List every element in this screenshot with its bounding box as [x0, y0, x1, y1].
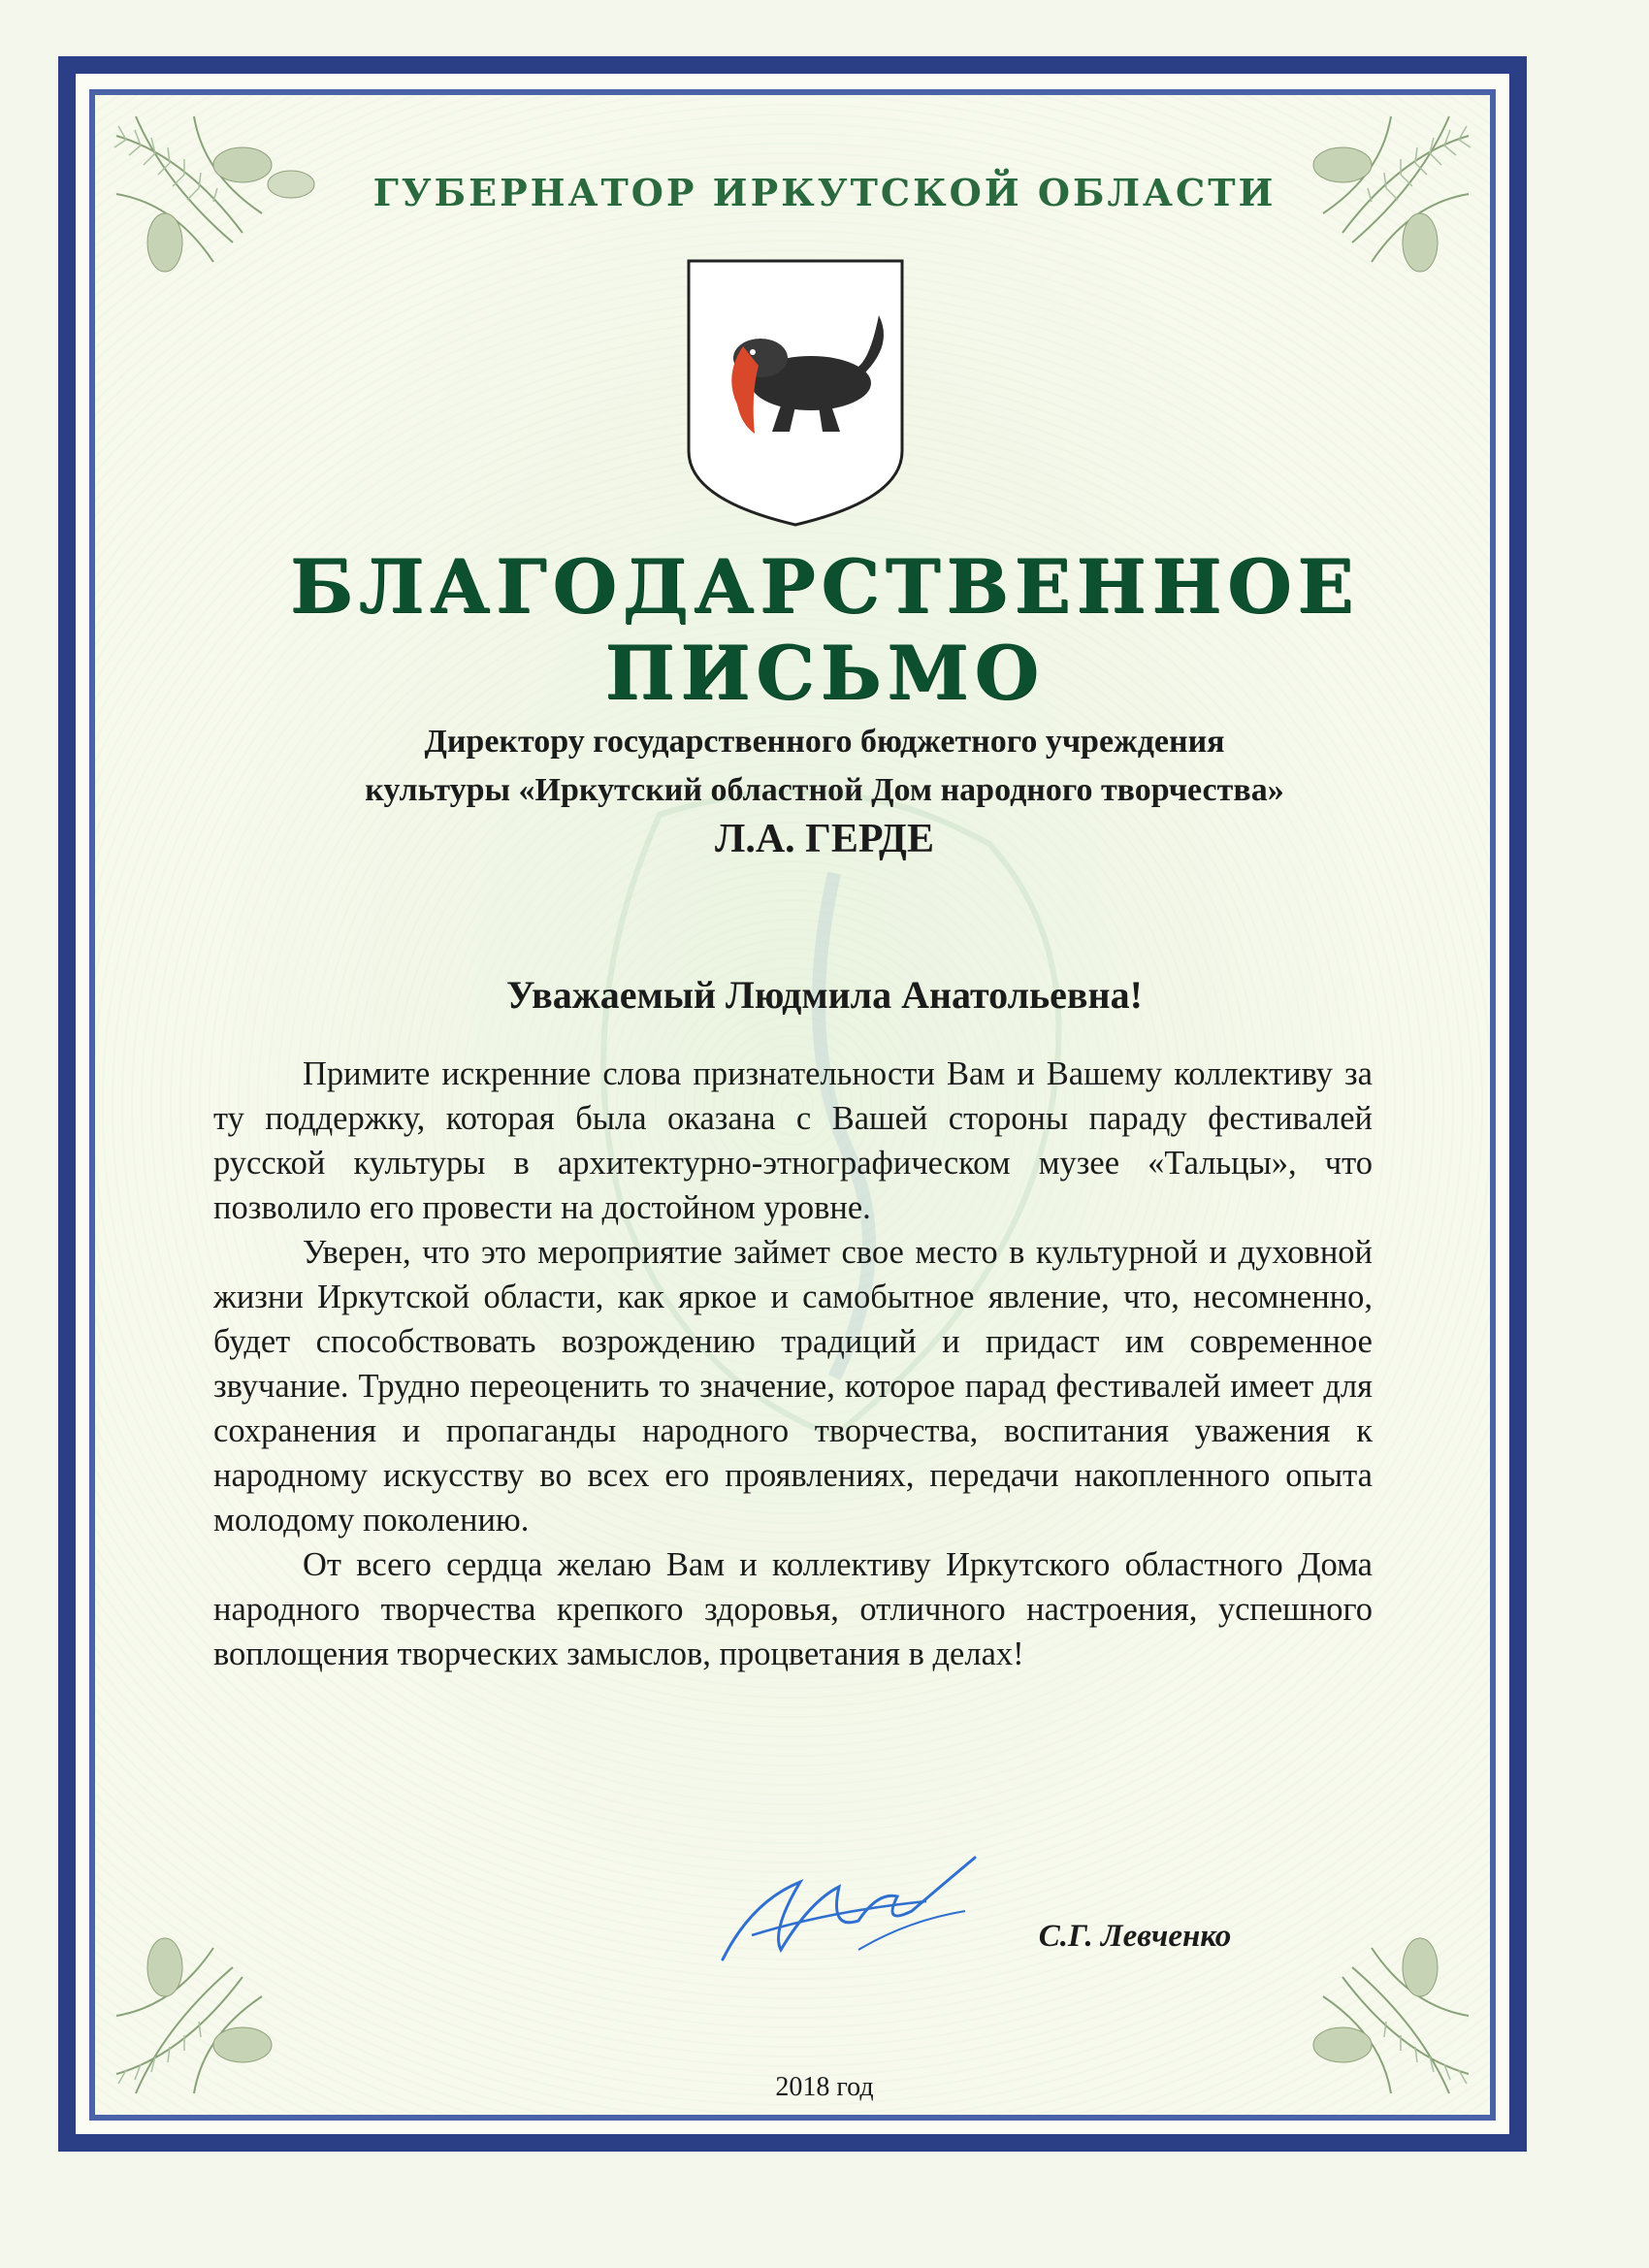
recipient-line: Директору государственного бюджетного учреждения — [424, 724, 1225, 760]
body-paragraph: Уверен, что это мероприятие займет свое место в культурной и духовной жизни Иркутской области, как яркое и самобытное явление, что, несомненно, будет способствовать возрождению традиций и придаст им современное звучание. Трудно переоценить то значение, которое парад фестивалей имеет для сохранения и пропаганды народного творчества, воспитания уважения к народному искусству во всех его проявлениях, передачи накопленного опыта молодому поколению. — [213, 1234, 1373, 1539]
pine-branch-corner-icon — [1197, 1822, 1488, 2113]
greeting: Уважаемый Людмила Анатольевна! — [506, 973, 1143, 1017]
pine-branch-corner-icon — [97, 1822, 388, 2113]
body-paragraph: Примите искренние слова признательности Вам и Вашему коллективу за ту поддержку, которая была оказана с Вашей стороны параду фестивалей русской культуры в архитектурно-этнографическом музее «Тальцы», что позволило его провести на достойном уровне. — [213, 1055, 1373, 1226]
body-paragraph: От всего сердца желаю Вам и коллективу Иркутского областного Дома народного творчества крепкого здоровья, отличного настроения, успешного воплощения творческих замыслов, процветания в делах! — [213, 1546, 1373, 1672]
issuing-authority: ГУБЕРНАТОР ИРКУТСКОЙ ОБЛАСТИ — [372, 171, 1277, 214]
recipient-line: культуры «Иркутский областной Дом народного творчества» — [365, 772, 1284, 808]
recipient-block — [175, 718, 1474, 863]
handwritten-signature-icon — [713, 1843, 1004, 1979]
pine-branch-corner-icon — [97, 97, 388, 388]
recipient-name: Л.А. ГЕРДЕ — [715, 817, 934, 861]
document-year: 2018 год — [775, 2072, 874, 2102]
pine-branch-corner-icon — [1197, 97, 1488, 388]
irkutsk-coat-of-arms-icon — [685, 257, 906, 529]
letter-body — [213, 1052, 1373, 1676]
document-title: БЛАГОДАРСТВЕННОЕ ПИСЬМО — [289, 543, 1360, 716]
signer-name: С.Г. Левченко — [1038, 1919, 1232, 1954]
